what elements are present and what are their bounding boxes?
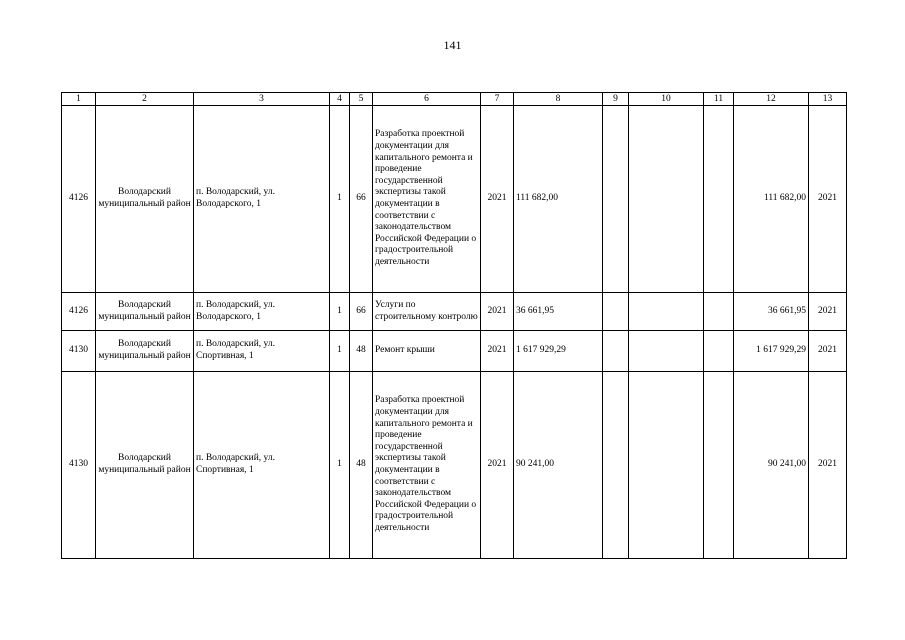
object-id-cell: 4130 (62, 372, 96, 559)
col5-cell: 66 (350, 106, 373, 293)
col5-cell: 48 (350, 331, 373, 372)
column-header: 6 (373, 93, 481, 106)
col9-cell (603, 331, 629, 372)
table-row (62, 106, 847, 293)
address-cell: п. Володарский, ул. Спортивная, 1 (194, 331, 330, 372)
address-cell: п. Володарский, ул. Володарского, 1 (194, 293, 330, 331)
work-type-cell: Разработка проектной документации для капитального ремонта и проведение государственной экспертизы такой документации в соответствии с законодательством Российской Федерации о градостроительной деятельности (373, 372, 481, 559)
col4-cell: 1 (330, 372, 350, 559)
district-cell: Володарский муниципальный район (96, 293, 194, 331)
col10-cell (629, 331, 704, 372)
col9-cell (603, 372, 629, 559)
col9-cell (603, 106, 629, 293)
completion-year-cell: 2021 (809, 372, 847, 559)
col11-cell (704, 106, 734, 293)
column-header: 13 (809, 93, 847, 106)
col11-cell (704, 293, 734, 331)
work-type-cell: Услуги по строительному контролю (373, 293, 481, 331)
work-type-cell: Ремонт крыши (373, 331, 481, 372)
cost-cell: 1 617 929,29 (514, 331, 603, 372)
district-cell: Володарский муниципальный район (96, 372, 194, 559)
column-header: 9 (603, 93, 629, 106)
column-header: 1 (62, 93, 96, 106)
address-cell: п. Володарский, ул. Володарского, 1 (194, 106, 330, 293)
page-number: 141 (443, 38, 462, 52)
completion-year-cell: 2021 (809, 106, 847, 293)
district-cell: Володарский муниципальный район (96, 331, 194, 372)
year-cell: 2021 (481, 372, 514, 559)
col10-cell (629, 106, 704, 293)
column-header: 10 (629, 93, 704, 106)
year-cell: 2021 (481, 331, 514, 372)
column-header: 3 (194, 93, 330, 106)
col4-cell: 1 (330, 331, 350, 372)
funding-cell: 1 617 929,29 (734, 331, 809, 372)
col11-cell (704, 331, 734, 372)
table-row (62, 331, 847, 372)
column-number-header-row (62, 93, 847, 106)
object-id-cell: 4130 (62, 331, 96, 372)
object-id-cell: 4126 (62, 106, 96, 293)
funding-cell: 36 661,95 (734, 293, 809, 331)
capital-repair-table (61, 92, 847, 559)
completion-year-cell: 2021 (809, 331, 847, 372)
col10-cell (629, 293, 704, 331)
object-id-cell: 4126 (62, 293, 96, 331)
district-cell: Володарский муниципальный район (96, 106, 194, 293)
funding-cell: 90 241,00 (734, 372, 809, 559)
column-header: 2 (96, 93, 194, 106)
completion-year-cell: 2021 (809, 293, 847, 331)
column-header: 12 (734, 93, 809, 106)
column-header: 8 (514, 93, 603, 106)
year-cell: 2021 (481, 106, 514, 293)
address-cell: п. Володарский, ул. Спортивная, 1 (194, 372, 330, 559)
table-row (62, 293, 847, 331)
work-type-cell: Разработка проектной документации для капитального ремонта и проведение государственной экспертизы такой документации в соответствии с законодательством Российской Федерации о градостроительной деятельности (373, 106, 481, 293)
col5-cell: 48 (350, 372, 373, 559)
column-header: 4 (330, 93, 350, 106)
col5-cell: 66 (350, 293, 373, 331)
col4-cell: 1 (330, 106, 350, 293)
column-header: 7 (481, 93, 514, 106)
col4-cell: 1 (330, 293, 350, 331)
funding-cell: 111 682,00 (734, 106, 809, 293)
col11-cell (704, 372, 734, 559)
cost-cell: 36 661,95 (514, 293, 603, 331)
column-header: 11 (704, 93, 734, 106)
cost-cell: 111 682,00 (514, 106, 603, 293)
column-header: 5 (350, 93, 373, 106)
table-row (62, 372, 847, 559)
col10-cell (629, 372, 704, 559)
cost-cell: 90 241,00 (514, 372, 603, 559)
year-cell: 2021 (481, 293, 514, 331)
col9-cell (603, 293, 629, 331)
